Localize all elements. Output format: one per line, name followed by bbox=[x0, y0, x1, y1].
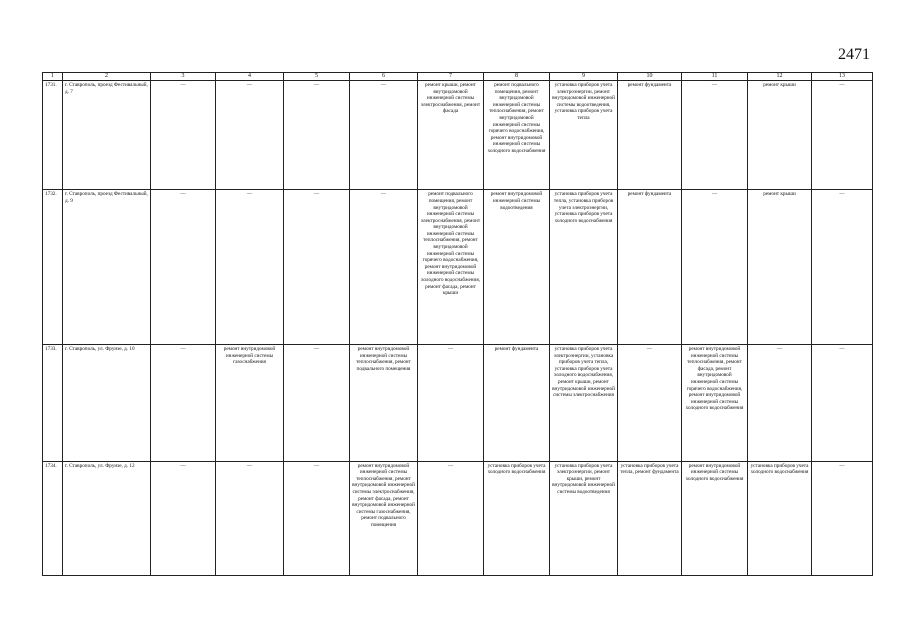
table-cell: — bbox=[812, 81, 873, 190]
table-cell: — bbox=[682, 81, 748, 190]
table-cell: — bbox=[151, 190, 216, 345]
table-cell: — bbox=[812, 461, 873, 575]
table-cell: установка приборов учета электроэнергии, ремонт внутридомовой инженерной системы водоотведения, установка приборов учета тепла bbox=[550, 81, 618, 190]
row-address: г. Ставрополь, ул. Фрунзе, д. 10 bbox=[63, 345, 151, 462]
table-cell: ремонт фундамента bbox=[618, 190, 682, 345]
header-row bbox=[43, 73, 873, 81]
table-cell: ремонт внутридомовой инженерной системы газоснабжения bbox=[216, 345, 284, 462]
table-cell: — bbox=[151, 461, 216, 575]
table-cell: — bbox=[284, 81, 350, 190]
table-cell: ремонт фундамента bbox=[618, 81, 682, 190]
table-row bbox=[43, 461, 873, 575]
row-number: 1731. bbox=[43, 81, 63, 190]
column-header: 13 bbox=[812, 73, 873, 81]
table-cell: установка приборов учета тепла, установка приборов учета электроэнергии, установка приборов учета холодного водоснабжения bbox=[550, 190, 618, 345]
table-cell: ремонт внутридомовой инженерной системы теплоснабжения, ремонт фасада, ремонт внутридомовой инженерной системы горячего водоснабжения, ремонт внутридомовой инженерной системы холодного водоснабжения bbox=[682, 345, 748, 462]
table-cell: установка приборов учета холодного водоснабжения bbox=[748, 461, 812, 575]
table-cell: — bbox=[418, 345, 484, 462]
table-cell: ремонт внутридомовой инженерной системы холодного водоснабжения bbox=[682, 461, 748, 575]
table-cell: — bbox=[284, 190, 350, 345]
row-address: г. Ставрополь, ул. Фрунзе, д. 12 bbox=[63, 461, 151, 575]
table-cell: — bbox=[812, 190, 873, 345]
table-cell: ремонт внутридомовой инженерной системы теплоснабжения, ремонт подвального помещения bbox=[350, 345, 418, 462]
column-header: 8 bbox=[484, 73, 550, 81]
table-cell: — bbox=[350, 81, 418, 190]
column-header: 1 bbox=[43, 73, 63, 81]
row-number: 1734. bbox=[43, 461, 63, 575]
table-cell: — bbox=[151, 345, 216, 462]
table-cell: — bbox=[216, 461, 284, 575]
table-cell: — bbox=[151, 81, 216, 190]
table-cell: — bbox=[216, 81, 284, 190]
table-cell: — bbox=[216, 190, 284, 345]
table-cell: — bbox=[618, 345, 682, 462]
table-row bbox=[43, 190, 873, 345]
column-header: 11 bbox=[682, 73, 748, 81]
table-cell: ремонт крыши bbox=[748, 190, 812, 345]
table-cell: ремонт внутридомовой инженерной системы водоотведения bbox=[484, 190, 550, 345]
page-number: 2471 bbox=[838, 46, 870, 63]
table-cell: ремонт фундамента bbox=[484, 345, 550, 462]
table-cell: — bbox=[284, 345, 350, 462]
table-cell: — bbox=[682, 190, 748, 345]
table-cell: установка приборов учета тепла, ремонт фундамента bbox=[618, 461, 682, 575]
table-cell: установка приборов учета холодного водоснабжения bbox=[484, 461, 550, 575]
table-cell: установка приборов учета электроэнергии, ремонт крыши, ремонт внутридомовой инженерной системы водоотведения bbox=[550, 461, 618, 575]
table-cell: ремонт крыши bbox=[748, 81, 812, 190]
column-header: 12 bbox=[748, 73, 812, 81]
row-number: 1733. bbox=[43, 345, 63, 462]
column-header: 10 bbox=[618, 73, 682, 81]
column-header: 2 bbox=[63, 73, 151, 81]
table-cell: — bbox=[418, 461, 484, 575]
table-cell: ремонт подвального помещения, ремонт внутридомовой инженерной системы электроснабжения, ремонт внутридомовой инженерной системы теплоснабжения, ремонт внутридомовой инженерной системы горячего водоснабжения, ремонт внутридомовой инженерной системы холодного водоснабжения, ремонт фасада, ремонт крыши bbox=[418, 190, 484, 345]
row-address: г. Ставрополь, проезд Фестивальный, д. 9 bbox=[63, 190, 151, 345]
table-cell: ремонт крыши, ремонт внутридомовой инженерной системы электроснабжения, ремонт фасада bbox=[418, 81, 484, 190]
repair-schedule-table bbox=[42, 72, 873, 576]
column-header: 6 bbox=[350, 73, 418, 81]
table-row bbox=[43, 81, 873, 190]
row-number: 1732. bbox=[43, 190, 63, 345]
column-header: 5 bbox=[284, 73, 350, 81]
column-header: 9 bbox=[550, 73, 618, 81]
table-row bbox=[43, 345, 873, 462]
table-cell: — bbox=[350, 190, 418, 345]
table-cell: — bbox=[748, 345, 812, 462]
table-cell: ремонт подвального помещения, ремонт внутридомовой инженерной системы теплоснабжения, ремонт внутридомовой инженерной системы горячего водоснабжения, ремонт внутридомовой инженерной системы холодного водоснабжения bbox=[484, 81, 550, 190]
table-cell: — bbox=[284, 461, 350, 575]
table-cell: ремонт внутридомовой инженерной системы теплоснабжения, ремонт внутридомовой инженерной системы электроснабжения, ремонт фасада, ремонт внутридомовой инженерной системы газоснабжения, ремонт подвального помещения bbox=[350, 461, 418, 575]
column-header: 4 bbox=[216, 73, 284, 81]
row-address: г. Ставрополь, проезд Фестивальный, д. 7 bbox=[63, 81, 151, 190]
column-header: 3 bbox=[151, 73, 216, 81]
table-cell: установка приборов учета электроэнергии, установка приборов учета тепла, установка приборов учета холодного водоснабжения, ремонт крыши, ремонт внутридомовой инженерной системы электроснабжения bbox=[550, 345, 618, 462]
column-header: 7 bbox=[418, 73, 484, 81]
table-cell: — bbox=[812, 345, 873, 462]
